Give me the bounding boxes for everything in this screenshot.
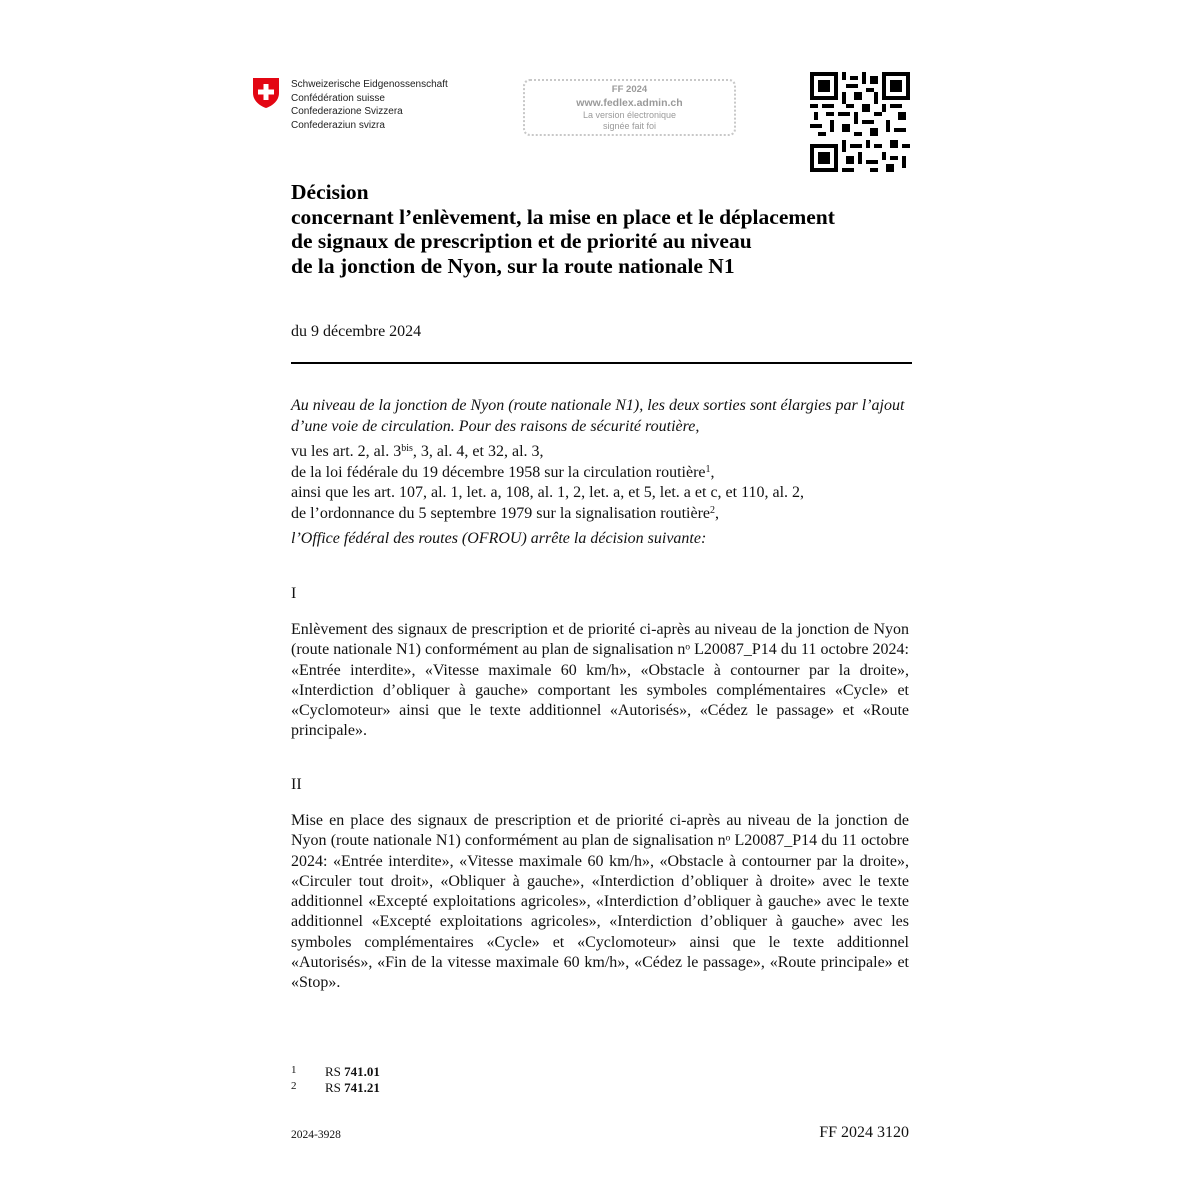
legal-basis-line: de l’ordonnance du 5 septembre 1979 sur la signalisation routière$^2$, <box>291 504 719 522</box>
confederation-names <box>291 78 448 132</box>
legal-basis-line: de la loi fédérale du 19 décembre 1958 sur la circulation routière$^1$, <box>291 463 715 481</box>
footnote-number: 2 <box>291 1080 297 1092</box>
stamp-url: www.fedlex.admin.ch <box>576 97 683 109</box>
document-id: 2024-3928 <box>291 1129 341 1141</box>
confederation-fr: Confédération suisse <box>291 92 385 104</box>
stamp-ff: FF 2024 <box>611 84 648 95</box>
legal-basis-line: vu les art. 2, al. $3^{bis}$, 3, al. 4, et 32, al. 3, <box>291 443 544 460</box>
preamble-legal-basis <box>291 442 911 524</box>
confederation-rm: Confederaziun svizra <box>291 119 385 131</box>
footnote-prefix: RS <box>325 1064 341 1079</box>
footnote <box>291 1078 380 1096</box>
confederation-it: Confederazione Svizzera <box>291 106 403 117</box>
page-reference: FF 2024 3120 <box>819 1124 909 1141</box>
footnote-number: 1 <box>291 1064 297 1076</box>
document-title <box>291 180 835 278</box>
title-line: concernant l’enlèvement, la mise en place et le déplacement <box>291 204 835 229</box>
footnote-ref[interactable]: 741.01 <box>344 1064 380 1079</box>
confederation-de: Schweizerische Eidgenossenschaft <box>291 79 448 90</box>
title-line: de la jonction de Nyon, sur la route nationale N1 <box>291 253 735 278</box>
footnote-ref-2[interactable]: 2 <box>710 504 715 516</box>
legal-basis-line: ainsi que les art. 107, al. 1, let. a, 108, al. 1, 2, let. a, et 5, let. a et c, et 110, al. 2, <box>291 484 805 501</box>
footnote-ref[interactable]: 741.21 <box>344 1080 380 1095</box>
title-line: Décision <box>291 180 369 204</box>
title-line: de signaux de prescription et de priorité au niveau <box>291 229 752 253</box>
title-divider <box>291 362 912 364</box>
authenticity-stamp <box>523 79 736 136</box>
section-number: I <box>291 585 297 602</box>
document-date: du 9 décembre 2024 <box>291 323 422 340</box>
swiss-crest-icon <box>252 77 280 109</box>
footnote-ref-1[interactable]: 1 <box>705 463 711 475</box>
section-text: Enlèvement des signaux de prescription et de priorité ci-après au niveau de la jonction de Nyon (route nationale N1) conformément au plan de signalisation nᵒ L20087_P14 du 11 octobre 2024: «Entrée interdite», «Vitesse maximale 60 km/h», «Obstacle à contourner par la droite», «Interdiction d’obliquer à gauche» comportant les symboles complémentaires «Cycle» et «Cyclomoteur» ainsi que le texte additionnel «Autorisés», «Cédez le passage» et «Route principale». <box>291 621 909 740</box>
preamble-office: l’Office fédéral des routes (OFROU) arrête la décision suivante: <box>291 530 707 547</box>
footnote-prefix: RS <box>325 1080 341 1095</box>
stamp-note-1: La version électronique <box>582 110 677 120</box>
section-number: II <box>291 776 302 793</box>
stamp-note-2: signée fait foi <box>602 121 657 131</box>
section-text: Mise en place des signaux de prescription et de priorité ci-après au niveau de la jonction de Nyon (route nationale N1) conformément au plan de signalisation nᵒ L20087_P14 du 11 octobre 2024: «Entrée interdite», «Vitesse maximale 60 km/h», «Obstacle à contourner par la droite», «Circuler tout droit», «Obliquer à gauche», «Interdiction d’obliquer à droite» avec le texte additionnel «Excepté exploitations agricoles», «Interdiction d’obliquer à gauche» avec le texte additionnel «Excepté exploitations agricoles», «Interdiction d’obliquer à gauche» avec les symboles complémentaires «Cycle» et «Cyclomoteur» ainsi que le texte additionnel «Autorisés», «Fin de la vitesse maximale 60 km/h», «Cédez le passage», «Route principale» et «Stop». <box>291 812 909 992</box>
preamble-intro: Au niveau de la jonction de Nyon (route nationale N1), les deux sorties sont élargies par l’ajout d’une voie de circulation. Pour des raisons de sécurité routière, <box>291 397 905 435</box>
qr-code-icon <box>810 72 910 172</box>
